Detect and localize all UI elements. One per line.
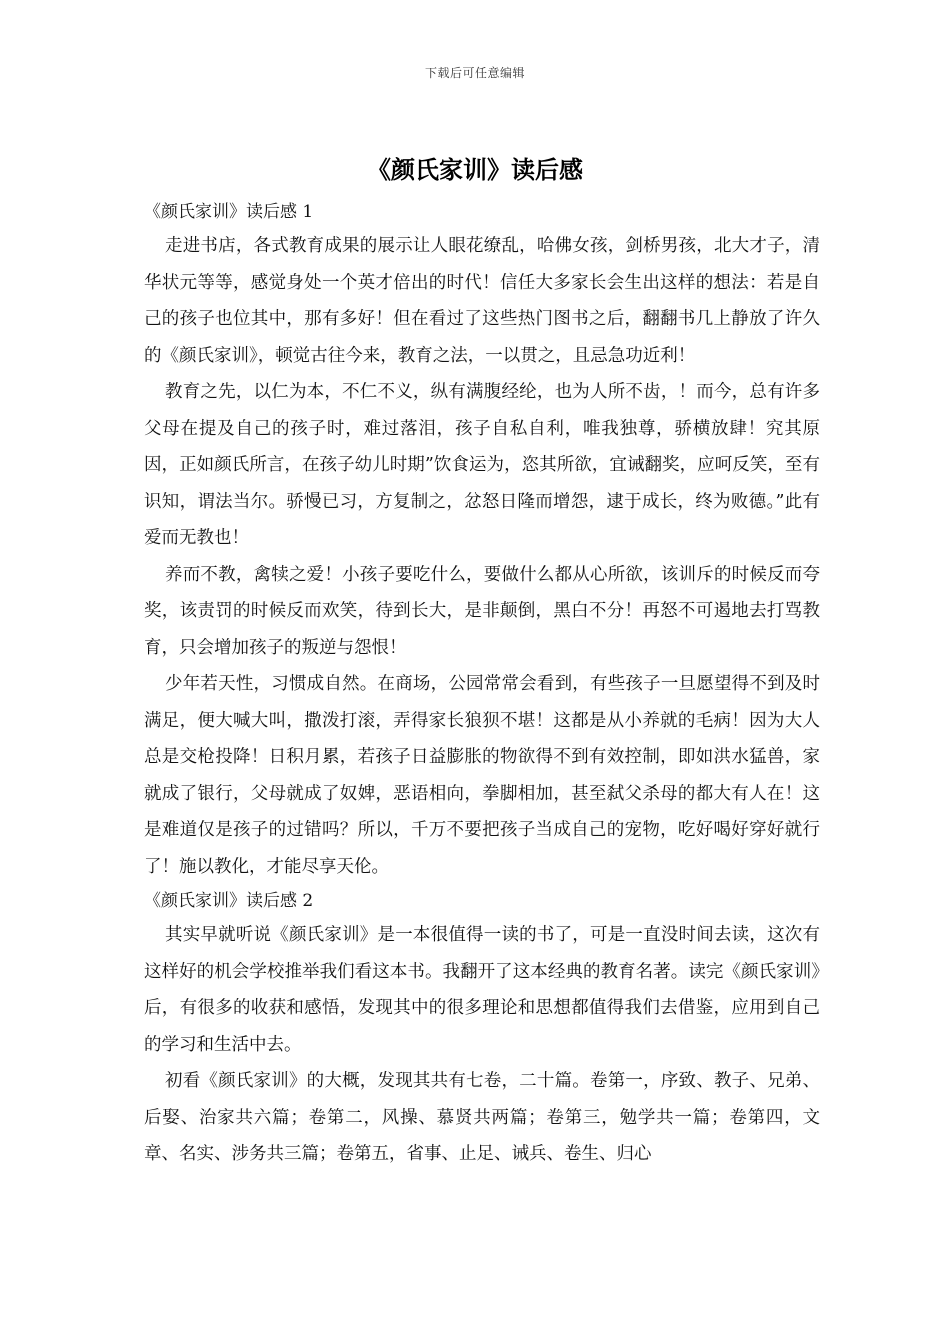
essay-section-2 — [144, 885, 820, 1173]
page-header-note: 下载后可任意编辑 — [424, 66, 525, 80]
essay-section-1 — [144, 196, 820, 885]
paragraph: 少年若天性，习惯成自然。在商场，公园常常会看到，有些孩子一旦愿望得不到及时满足，便大喊大叫，撒泼打滚，弄得家长狼狈不堪！这都是从小养就的毛病！因为大人总是交枪投降！日积月累，若孩子日益膨胀的物欲得不到有效控制，即如洪水猛兽，家就成了银行，父母就成了奴婢，恶语相向，拳脚相加，甚至弑父杀母的都大有人在！这是难道仅是孩子的过错吗？所以，千万不要把孩子当成自己的宠物，吃好喝好穿好就行了！施以教化，才能尽享天伦。 — [144, 674, 820, 877]
paragraph: 走进书店，各式教育成果的展示让人眼花缭乱，哈佛女孩，剑桥男孩，北大才子，清华状元等等，感觉身处一个英才倍出的时代！信任大多家长会生出这样的想法：若是自己的孩子也位其中，那有多好！但在看过了这些热门图书之后，翻翻书几上静放了许久的《颜氏家训》，顿觉古往今来，教育之法，一以贯之，且忌急功近利！ — [144, 236, 820, 366]
paragraph: 其实早就听说《颜氏家训》是一本很值得一读的书了，可是一直没时间去读，这次有这样好的机会学校推举我们看这本书。我翻开了这本经典的教育名著。读完《颜氏家训》后，有很多的收获和感悟，发现其中的很多理论和思想都值得我们去借鉴，应用到自己的学习和生活中去。 — [144, 925, 820, 1055]
paragraph: 养而不教，禽犊之爱！小孩子要吃什么，要做什么都从心所欲，该训斥的时候反而夸奖，该责罚的时候反而欢笑，待到长大，是非颠倒，黑白不分！再怒不可遏地去打骂教育，只会增加孩子的叛逆与怨恨！ — [144, 564, 820, 658]
section-heading: 《颜氏家训》读后感 2 — [144, 891, 314, 911]
paragraph: 初看《颜氏家训》的大概，发现其共有七卷，二十篇。卷第一，序致、教子、兄弟、后娶、治家共六篇；卷第二，风操、慕贤共两篇；卷第三，勉学共一篇；卷第四，文章、名实、涉务共三篇；卷第五，省事、止足、诫兵、卷生、归心 — [144, 1071, 820, 1164]
section-heading: 《颜氏家训》读后感 1 — [144, 202, 314, 222]
document-body — [144, 196, 820, 1173]
document-title: 《颜氏家训》读后感 — [367, 155, 583, 184]
paragraph: 教育之先，以仁为本，不仁不义，纵有满腹经纶，也为人所不齿，！而今，总有许多父母在提及自己的孩子时，难过落泪，孩子自私自利，唯我独尊，骄横放肆！究其原因，正如颜氏所言，在孩子幼儿时期”饮食运为，恣其所欲，宜诫翻奖，应呵反笑，至有识知，谓法当尔。骄慢已习，方复制之，忿怒日隆而增怨，逮于成长，终为败德。”此有爱而无教也！ — [144, 382, 820, 548]
